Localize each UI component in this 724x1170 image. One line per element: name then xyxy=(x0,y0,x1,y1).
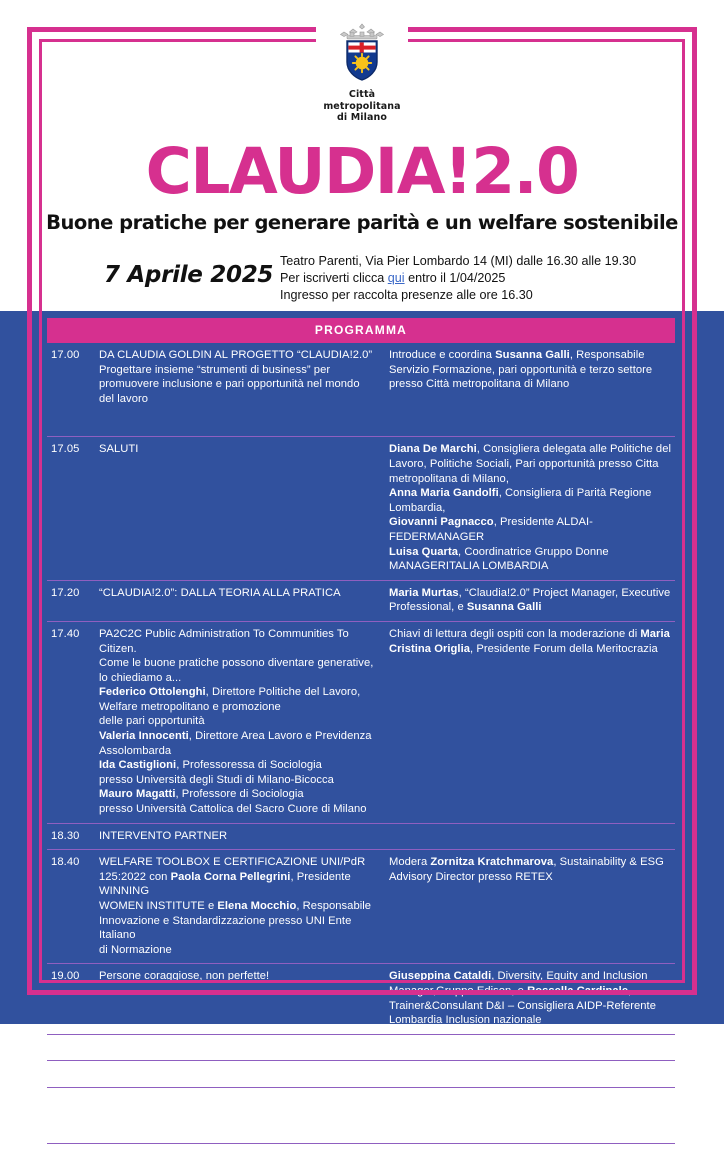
programme-row xyxy=(47,581,675,622)
logo-text-line3: di Milano xyxy=(337,112,387,123)
page-subtitle: Buone pratiche per generare parità e un welfare sostenibile xyxy=(46,211,678,234)
programme-row-time: 19.40 xyxy=(51,1149,80,1162)
programme-row xyxy=(47,437,675,580)
programme-row-session: INTERVENTO PARTNER xyxy=(99,829,228,842)
registration-link[interactable]: qui xyxy=(387,271,405,286)
programme-row xyxy=(47,1061,675,1088)
programme-row-session: Persone coraggiose, non perfette! xyxy=(99,970,270,983)
event-date: 7 Aprile 2025 xyxy=(104,262,274,288)
programme-row xyxy=(47,1144,675,1170)
programme-row-speakers: Paolo Plebani, CEO &Founder Goodify xyxy=(389,1040,589,1053)
programme-row-session: NETWORKING & APERITIVO xyxy=(99,1149,250,1162)
programme-heading: PROGRAMMA xyxy=(47,318,675,343)
programme-row-time: 17.40 xyxy=(51,627,80,640)
programme-row-time: 18.40 xyxy=(51,856,80,869)
programme-row-session: WELFARE TOOLBOX E CERTIFICAZIONE UNI/PdR 125:2022 con Paola Corna Pellegrini, Presidente WINNING WOMEN INSTITUTE e Elena Mocchio, Responsabile Innovazione e Standardizzazione presso UNI Ente Italiano di Normazione xyxy=(99,856,372,956)
programme-row xyxy=(47,1088,675,1144)
programme-row-session: PROSSIMI PASSI E CONCLUSIONI xyxy=(99,1093,282,1106)
logo-text-line2: metropolitana xyxy=(323,100,401,112)
event-venue-details xyxy=(280,253,636,305)
citta-metropolitana-di-milano-crest-icon xyxy=(333,22,391,86)
programme-row-time: 19.15 xyxy=(51,1040,80,1053)
programme-row xyxy=(47,622,675,824)
page-title: CLAUDIA!2.0 xyxy=(145,135,579,208)
programme-row-session: PA2C2C Public Administration To Communities To Citizen. Come le buone pratiche possono diventare generative, lo chiediamo a... Federico Ottolenghi, Direttore Politiche del Lavoro, Welfare metropolitano e promozione delle pari opportunità Valeria Innocenti, Direttore Area Lavoro e Previdenza Assolombarda Ida Castiglioni, Professoressa di Sociologia presso Università degli Studi di Milano-Bicocca Mauro Magatti, Professore di Sociologia presso Università Cattolica del Sacro Cuore di Milano xyxy=(99,627,374,816)
programme-row-session: PREMIAZIONE TOOLBOX xyxy=(99,1067,234,1080)
programme-row-speakers: Modera Zornitza Kratchmarova, Sustainability & ESG Advisory Director presso RETEX xyxy=(389,856,664,883)
venue-line-registration xyxy=(280,270,636,287)
programme-row-time: 19.00 xyxy=(51,970,80,983)
venue-line-entry: Ingresso per raccolta presenze alle ore 16.30 xyxy=(280,288,533,303)
programme-row-time: 18.30 xyxy=(51,829,80,842)
programme-rows xyxy=(47,343,675,1170)
programme-row-speakers: Maria Murtas, “Claudia!2.0” Project Manager, Executive Professional, e Susanna Galli xyxy=(389,586,671,614)
logo-block xyxy=(0,22,724,124)
programme-row-time: 17.00 xyxy=(51,349,80,361)
programme-row xyxy=(47,343,675,437)
registration-text-before: Per iscriverti clicca xyxy=(280,271,388,286)
programme-row-time: 17.20 xyxy=(51,586,80,599)
programme-row-session: “CLAUDIA!2.0”: DALLA TEORIA ALLA PRATICA xyxy=(99,586,341,599)
venue-line-address: Teatro Parenti, Via Pier Lombardo 14 (MI) dalle 16.30 alle 19.30 xyxy=(280,254,637,268)
programme-row xyxy=(47,964,675,1034)
programme-row-speakers: Chiavi di lettura degli ospiti con la moderazione di Maria Cristina Origlia, Presidente Forum della Meritocrazia xyxy=(389,627,670,655)
registration-text-after: entro il 1/04/2025 xyxy=(404,271,506,286)
programme-row-speakers: Diana De Marchi, Consigliera delegata alle Politiche del Lavoro, Politiche Sociali, Pari opportunità presso Città metropolitana di Milano xyxy=(389,1093,672,1136)
programme-row xyxy=(47,824,675,851)
programme-row-speakers: Diana De Marchi, Consigliera delegata alle Politiche del Lavoro, Politiche Sociali, Pari opportunità presso Citta metropolitana di Milano, Anna Maria Gandolfi, Consigliera di Parità Regione Lombardia, Giovanni Pagnacco, Presidente ALDAI-FEDERMANAGER Luisa Quarta, Coordinatrice Gruppo Donne MANAGERITALIA LOMBARDIA xyxy=(389,443,672,573)
programme-row xyxy=(47,850,675,964)
programme-row-time: 17.05 xyxy=(51,443,80,456)
programme-row-time: 19.30 xyxy=(51,1093,80,1106)
programme-row-speakers: Introduce e coordina Susanna Galli, Responsabile Servizio Formazione, pari opportunità e terzo settore presso Città metropolitana di Milano xyxy=(389,349,653,391)
programme-row-session: SALUTI xyxy=(99,443,139,456)
programme-row-session: LET'S GOODIFY THE WORLD xyxy=(99,1040,255,1053)
logo-text-line1: Città xyxy=(348,89,376,100)
programme-row xyxy=(47,1035,675,1062)
logo-text xyxy=(0,89,724,124)
programme-row-session: DA CLAUDIA GOLDIN AL PROGETTO “CLAUDIA!2.0” Progettare insieme “strumenti di business” per promuovere inclusione e pari opportunità nel mondo del lavoro xyxy=(99,349,373,405)
programme-row-speakers: Giuseppina Cataldi, Diversity, Equity and Inclusion Manager,Gruppo Edison, e Rossella Cardinale, Trainer&Consulant D&I – Consigliera AIDP-Referente Lombardia Inclusion nazionale xyxy=(389,970,656,1027)
programme-row-time: 19.20 xyxy=(51,1067,80,1080)
programme-table xyxy=(47,318,675,1170)
